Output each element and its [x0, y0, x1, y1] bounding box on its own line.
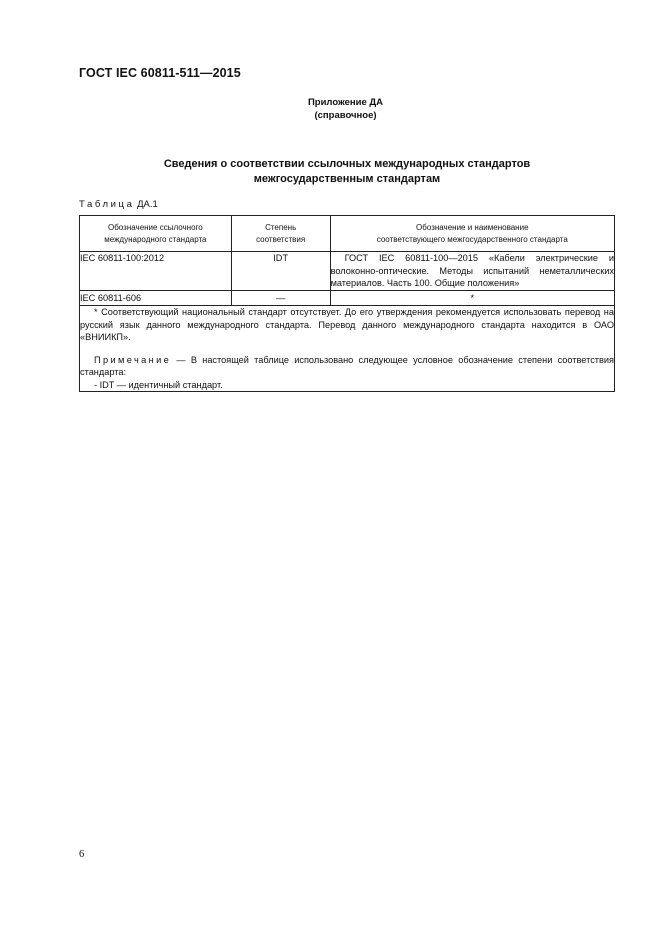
- note-label: Примечание: [94, 354, 172, 365]
- header-reference-line-1: Обозначение ссылочного: [108, 222, 203, 232]
- section-title-line-1: Сведения о соответствии ссылочных международных стандартов: [163, 158, 531, 170]
- cell-interstate-standard: [330, 252, 614, 291]
- table-label-number: ДА.1: [137, 199, 158, 210]
- appendix-title: Приложение ДА: [307, 97, 384, 108]
- cell-reference: IEC 60811-606: [80, 290, 232, 306]
- appendix-heading: [0, 96, 661, 122]
- table-notes-row: [80, 306, 615, 392]
- cell-degree: IDT: [231, 252, 330, 291]
- note-paragraph: [80, 354, 614, 379]
- table-label: [79, 199, 158, 210]
- cell-degree: —: [231, 290, 330, 306]
- header-reference-line-2: международного стандарта: [104, 234, 207, 244]
- footnote-text: * Соответствующий национальный стандарт отсутствует. До его утверждения рекомендуется использовать перевод на русский язык данного международного стандарта. Перевод данного международного стандарта находится в ОАО «ВНИИКП».: [80, 307, 614, 342]
- header-interstate-line-2: соответствующего межгосударственного стандарта: [376, 234, 568, 244]
- table-row: [80, 252, 615, 291]
- section-title-line-2: межгосударственным стандартам: [253, 173, 441, 185]
- cell-interstate-standard-text: ГОСТ IEC 60811-100—2015 «Кабели электрические и волоконно-оптические. Методы испытаний неметаллических материалов. Часть 100. Общие положения»: [330, 253, 614, 288]
- cell-reference: IEC 60811-100:2012: [80, 252, 232, 291]
- note-text: — В настоящей таблице использовано следующее условное обозначение степени соответствия стандарта:: [80, 354, 614, 377]
- header-reference-standard: [80, 216, 232, 252]
- table-notes: [80, 306, 615, 392]
- cell-interstate-standard: *: [330, 290, 614, 306]
- table-row: [80, 290, 615, 306]
- header-interstate-standard: [330, 216, 614, 252]
- document-code: ГОСТ IEC 60811-511—2015: [79, 66, 241, 80]
- header-degree-line-2: соответствия: [256, 234, 306, 244]
- table-header-row: [80, 216, 615, 252]
- page-number: 6: [79, 849, 85, 860]
- note-list-item: - IDT — идентичный стандарт.: [94, 379, 223, 390]
- header-degree-line-1: Степень: [265, 222, 297, 232]
- header-interstate-line-1: Обозначение и наименование: [416, 222, 529, 232]
- standards-correspondence-table: [79, 215, 615, 392]
- header-degree: [231, 216, 330, 252]
- section-title: [79, 157, 615, 187]
- appendix-subtitle: (справочное): [314, 110, 377, 121]
- table-label-word: Таблица: [79, 199, 135, 210]
